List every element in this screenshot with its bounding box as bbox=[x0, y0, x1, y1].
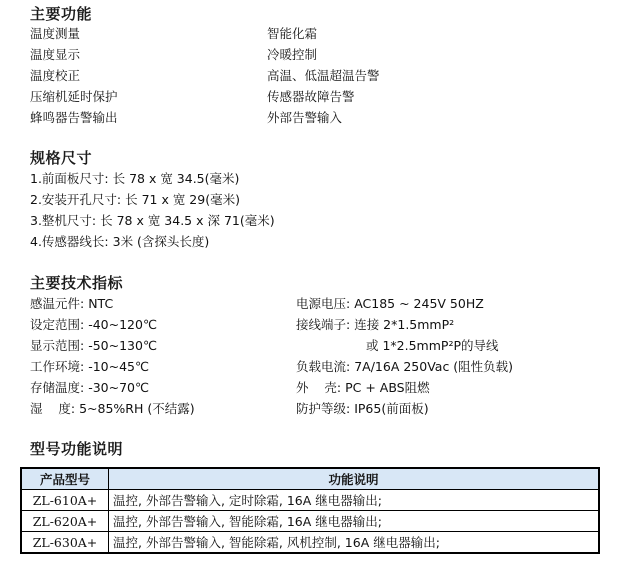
spec-row bbox=[296, 357, 513, 375]
model-cell: ZL-620A+ bbox=[21, 511, 109, 532]
function-item: 冷暖控制 bbox=[267, 47, 318, 62]
function-item: 传感器故障告警 bbox=[267, 89, 355, 104]
table-row bbox=[21, 532, 599, 554]
description-cell: 温控, 外部告警输入, 智能除霜, 风机控制, 16A 继电器输出; bbox=[109, 532, 600, 554]
spec-value: -30~70℃ bbox=[88, 380, 150, 395]
table-row bbox=[21, 511, 599, 532]
model-cell: ZL-610A+ bbox=[21, 490, 109, 511]
function-item: 压缩机延时保护 bbox=[30, 89, 118, 104]
spec-row bbox=[30, 294, 113, 312]
dimensions-heading: 规格尺寸 bbox=[30, 149, 93, 167]
spec-label: 设定范围: bbox=[30, 317, 85, 332]
column-header-model: 产品型号 bbox=[21, 468, 109, 490]
spec-row bbox=[296, 315, 454, 333]
function-item: 高温、低温超温告警 bbox=[267, 68, 380, 83]
column-header-description: 功能说明 bbox=[109, 468, 600, 490]
model-cell: ZL-630A+ bbox=[21, 532, 109, 554]
functions-heading: 主要功能 bbox=[30, 5, 93, 23]
spec-value: 连接 2*1.5mmP² bbox=[354, 317, 455, 332]
spec-label: 负载电流: bbox=[296, 359, 351, 374]
spec-label: 接线端子: bbox=[296, 317, 351, 332]
spec-label: 存储温度: bbox=[30, 380, 85, 395]
spec-value: AC185 ~ 245V 50HZ bbox=[354, 296, 484, 311]
spec-label: 防护等级: bbox=[296, 401, 351, 416]
spec-row bbox=[296, 399, 429, 417]
spec-value: -10~45℃ bbox=[88, 359, 150, 374]
spec-value: NTC bbox=[88, 296, 114, 311]
table-header-row bbox=[21, 468, 599, 490]
spec-value: 或 1*2.5mmP²P的导线 bbox=[366, 338, 499, 353]
spec-value: -50~130℃ bbox=[88, 338, 157, 353]
spec-row bbox=[296, 378, 430, 396]
spec-label: 工作环境: bbox=[30, 359, 85, 374]
spec-label: 感温元件: bbox=[30, 296, 85, 311]
spec-row bbox=[30, 315, 157, 333]
spec-value: -40~120℃ bbox=[88, 317, 157, 332]
function-item: 蜂鸣器告警输出 bbox=[30, 110, 118, 125]
spec-label: 外 壳: bbox=[296, 380, 342, 395]
spec-row bbox=[30, 336, 157, 354]
dimension-item: 2.安装开孔尺寸: 长 71 x 宽 29(毫米) bbox=[30, 192, 240, 207]
dimension-item: 1.前面板尺寸: 长 78 x 宽 34.5(毫米) bbox=[30, 171, 240, 186]
function-item: 外部告警输入 bbox=[267, 110, 343, 125]
spec-value: 7A/16A 250Vac (阻性负载) bbox=[354, 359, 514, 374]
spec-value: IP65(前面板) bbox=[354, 401, 429, 416]
dimension-item: 4.传感器线长: 3米 (含探头长度) bbox=[30, 234, 210, 249]
description-cell: 温控, 外部告警输入, 定时除霜, 16A 继电器输出; bbox=[109, 490, 600, 511]
function-item: 温度测量 bbox=[30, 26, 81, 41]
description-cell: 温控, 外部告警输入, 智能除霜, 16A 继电器输出; bbox=[109, 511, 600, 532]
spec-label: 湿 度: bbox=[30, 401, 76, 416]
function-item: 温度校正 bbox=[30, 68, 81, 83]
spec-value: 5~85%RH (不结露) bbox=[79, 401, 195, 416]
spec-value: PC + ABS阻燃 bbox=[345, 380, 430, 395]
spec-row bbox=[30, 399, 195, 417]
spec-row bbox=[366, 336, 499, 354]
spec-row bbox=[296, 294, 484, 312]
dimension-item: 3.整机尺寸: 长 78 x 宽 34.5 x 深 71(毫米) bbox=[30, 213, 275, 228]
specs-heading: 主要技术指标 bbox=[30, 274, 124, 292]
function-item: 温度显示 bbox=[30, 47, 81, 62]
spec-label: 电源电压: bbox=[296, 296, 351, 311]
models-heading: 型号功能说明 bbox=[30, 440, 124, 458]
function-item: 智能化霜 bbox=[267, 26, 318, 41]
spec-label: 显示范围: bbox=[30, 338, 85, 353]
spec-row bbox=[30, 357, 149, 375]
spec-row bbox=[30, 378, 149, 396]
table-row bbox=[21, 490, 599, 511]
model-table bbox=[20, 467, 600, 554]
